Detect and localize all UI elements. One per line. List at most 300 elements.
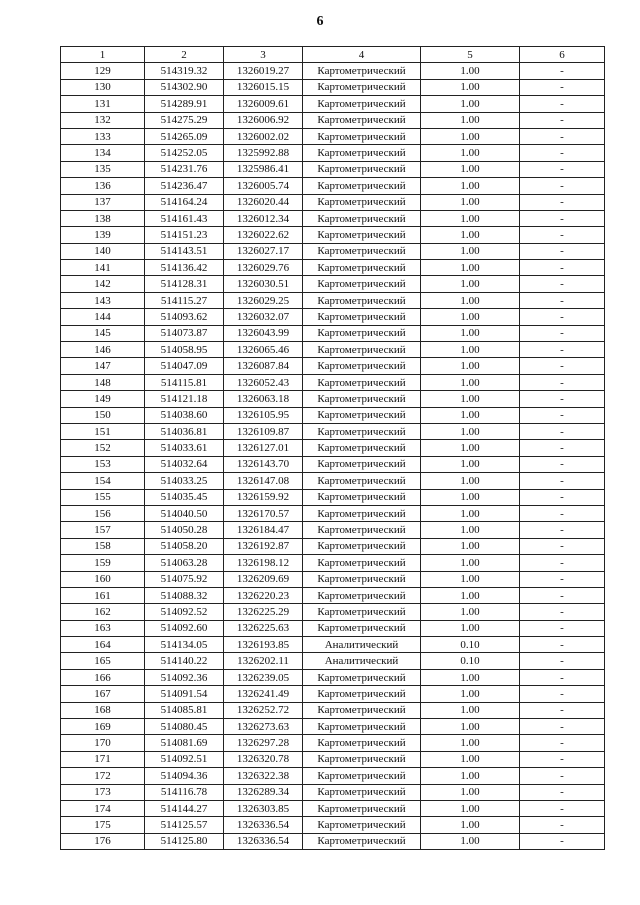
y-coordinate-cell: 1326147.08 [224, 473, 303, 489]
method-cell: Картометрический [303, 423, 421, 439]
note-cell: - [520, 669, 605, 685]
table-row [61, 292, 605, 308]
accuracy-cell: 0.10 [421, 637, 520, 653]
note-cell: - [520, 96, 605, 112]
y-coordinate-cell: 1326015.15 [224, 79, 303, 95]
method-cell: Аналитический [303, 653, 421, 669]
method-cell: Картометрический [303, 391, 421, 407]
note-cell: - [520, 719, 605, 735]
point-number-cell: 155 [61, 489, 145, 505]
point-number-cell: 160 [61, 571, 145, 587]
table-row [61, 440, 605, 456]
table-row [61, 768, 605, 784]
table-row [61, 637, 605, 653]
x-coordinate-cell: 514161.43 [145, 210, 224, 226]
y-coordinate-cell: 1326030.51 [224, 276, 303, 292]
accuracy-cell: 1.00 [421, 391, 520, 407]
method-cell: Картометрический [303, 833, 421, 849]
table-row [61, 79, 605, 95]
note-cell: - [520, 358, 605, 374]
table-row [61, 833, 605, 849]
note-cell: - [520, 309, 605, 325]
accuracy-cell: 1.00 [421, 669, 520, 685]
method-cell: Картометрический [303, 243, 421, 259]
method-cell: Картометрический [303, 325, 421, 341]
x-coordinate-cell: 514047.09 [145, 358, 224, 374]
y-coordinate-cell: 1326202.11 [224, 653, 303, 669]
accuracy-cell: 1.00 [421, 522, 520, 538]
accuracy-cell: 1.00 [421, 374, 520, 390]
x-coordinate-cell: 514125.80 [145, 833, 224, 849]
accuracy-cell: 1.00 [421, 555, 520, 571]
table-row [61, 702, 605, 718]
accuracy-cell: 0.10 [421, 653, 520, 669]
y-coordinate-cell: 1326027.17 [224, 243, 303, 259]
accuracy-cell: 1.00 [421, 473, 520, 489]
note-cell: - [520, 555, 605, 571]
table-row [61, 276, 605, 292]
x-coordinate-cell: 514128.31 [145, 276, 224, 292]
x-coordinate-cell: 514035.45 [145, 489, 224, 505]
accuracy-cell: 1.00 [421, 817, 520, 833]
method-cell: Картометрический [303, 309, 421, 325]
table-row [61, 391, 605, 407]
y-coordinate-cell: 1326143.70 [224, 456, 303, 472]
accuracy-cell: 1.00 [421, 161, 520, 177]
table-row [61, 374, 605, 390]
note-cell: - [520, 735, 605, 751]
y-coordinate-cell: 1326336.54 [224, 817, 303, 833]
method-cell: Картометрический [303, 522, 421, 538]
point-number-cell: 176 [61, 833, 145, 849]
accuracy-cell: 1.00 [421, 260, 520, 276]
y-coordinate-cell: 1326127.01 [224, 440, 303, 456]
accuracy-cell: 1.00 [421, 456, 520, 472]
note-cell: - [520, 112, 605, 128]
table-row [61, 342, 605, 358]
note-cell: - [520, 423, 605, 439]
x-coordinate-cell: 514164.24 [145, 194, 224, 210]
point-number-cell: 171 [61, 751, 145, 767]
method-cell: Картометрический [303, 538, 421, 554]
accuracy-cell: 1.00 [421, 571, 520, 587]
table-row [61, 161, 605, 177]
point-number-cell: 139 [61, 227, 145, 243]
y-coordinate-cell: 1326336.54 [224, 833, 303, 849]
x-coordinate-cell: 514231.76 [145, 161, 224, 177]
method-cell: Картометрический [303, 735, 421, 751]
point-number-cell: 159 [61, 555, 145, 571]
y-coordinate-cell: 1326225.29 [224, 604, 303, 620]
y-coordinate-cell: 1325992.88 [224, 145, 303, 161]
note-cell: - [520, 522, 605, 538]
table-row [61, 63, 605, 79]
y-coordinate-cell: 1326193.85 [224, 637, 303, 653]
y-coordinate-cell: 1326105.95 [224, 407, 303, 423]
method-cell: Картометрический [303, 112, 421, 128]
point-number-cell: 132 [61, 112, 145, 128]
table-row [61, 817, 605, 833]
table-row [61, 128, 605, 144]
point-number-cell: 168 [61, 702, 145, 718]
page-number: 6 [316, 14, 324, 29]
accuracy-cell: 1.00 [421, 751, 520, 767]
accuracy-cell: 1.00 [421, 538, 520, 554]
point-number-cell: 152 [61, 440, 145, 456]
point-number-cell: 148 [61, 374, 145, 390]
note-cell: - [520, 538, 605, 554]
note-cell: - [520, 833, 605, 849]
note-cell: - [520, 243, 605, 259]
table-row [61, 587, 605, 603]
x-coordinate-cell: 514093.62 [145, 309, 224, 325]
x-coordinate-cell: 514058.20 [145, 538, 224, 554]
y-coordinate-cell: 1326012.34 [224, 210, 303, 226]
x-coordinate-cell: 514092.51 [145, 751, 224, 767]
y-coordinate-cell: 1326289.34 [224, 784, 303, 800]
method-cell: Картометрический [303, 178, 421, 194]
y-coordinate-cell: 1326032.07 [224, 309, 303, 325]
y-coordinate-cell: 1326184.47 [224, 522, 303, 538]
x-coordinate-cell: 514116.78 [145, 784, 224, 800]
method-cell: Картометрический [303, 292, 421, 308]
table-row [61, 407, 605, 423]
note-cell: - [520, 128, 605, 144]
x-coordinate-cell: 514319.32 [145, 63, 224, 79]
x-coordinate-cell: 514151.23 [145, 227, 224, 243]
accuracy-cell: 1.00 [421, 194, 520, 210]
y-coordinate-cell: 1326022.62 [224, 227, 303, 243]
note-cell: - [520, 800, 605, 816]
x-coordinate-cell: 514088.32 [145, 587, 224, 603]
y-coordinate-cell: 1326241.49 [224, 686, 303, 702]
note-cell: - [520, 702, 605, 718]
method-cell: Картометрический [303, 227, 421, 243]
table-row [61, 112, 605, 128]
accuracy-cell: 1.00 [421, 735, 520, 751]
note-cell: - [520, 63, 605, 79]
x-coordinate-cell: 514063.28 [145, 555, 224, 571]
method-cell: Картометрический [303, 440, 421, 456]
x-coordinate-cell: 514058.95 [145, 342, 224, 358]
method-cell: Картометрический [303, 342, 421, 358]
note-cell: - [520, 407, 605, 423]
method-cell: Аналитический [303, 637, 421, 653]
method-cell: Картометрический [303, 784, 421, 800]
column-header: 2 [145, 47, 224, 63]
x-coordinate-cell: 514033.61 [145, 440, 224, 456]
table-row [61, 309, 605, 325]
note-cell: - [520, 161, 605, 177]
point-number-cell: 135 [61, 161, 145, 177]
table-row [61, 653, 605, 669]
point-number-cell: 164 [61, 637, 145, 653]
table-row [61, 604, 605, 620]
y-coordinate-cell: 1325986.41 [224, 161, 303, 177]
y-coordinate-cell: 1326297.28 [224, 735, 303, 751]
method-cell: Картометрический [303, 751, 421, 767]
x-coordinate-cell: 514085.81 [145, 702, 224, 718]
accuracy-cell: 1.00 [421, 686, 520, 702]
column-header: 1 [61, 47, 145, 63]
y-coordinate-cell: 1326225.63 [224, 620, 303, 636]
point-number-cell: 162 [61, 604, 145, 620]
x-coordinate-cell: 514289.91 [145, 96, 224, 112]
accuracy-cell: 1.00 [421, 276, 520, 292]
note-cell: - [520, 325, 605, 341]
method-cell: Картометрический [303, 505, 421, 521]
note-cell: - [520, 178, 605, 194]
table-row [61, 571, 605, 587]
point-number-cell: 167 [61, 686, 145, 702]
table-body [61, 63, 605, 850]
table-row [61, 227, 605, 243]
table-row [61, 505, 605, 521]
accuracy-cell: 1.00 [421, 423, 520, 439]
table-row [61, 96, 605, 112]
coordinates-table [60, 46, 605, 850]
y-coordinate-cell: 1326020.44 [224, 194, 303, 210]
x-coordinate-cell: 514038.60 [145, 407, 224, 423]
y-coordinate-cell: 1326209.69 [224, 571, 303, 587]
accuracy-cell: 1.00 [421, 292, 520, 308]
note-cell: - [520, 817, 605, 833]
method-cell: Картометрический [303, 604, 421, 620]
table-row [61, 178, 605, 194]
column-header: 4 [303, 47, 421, 63]
point-number-cell: 150 [61, 407, 145, 423]
point-number-cell: 134 [61, 145, 145, 161]
accuracy-cell: 1.00 [421, 243, 520, 259]
method-cell: Картометрический [303, 473, 421, 489]
note-cell: - [520, 276, 605, 292]
y-coordinate-cell: 1326009.61 [224, 96, 303, 112]
table-row [61, 456, 605, 472]
note-cell: - [520, 374, 605, 390]
y-coordinate-cell: 1326006.92 [224, 112, 303, 128]
y-coordinate-cell: 1326220.23 [224, 587, 303, 603]
method-cell: Картометрический [303, 407, 421, 423]
point-number-cell: 175 [61, 817, 145, 833]
point-number-cell: 157 [61, 522, 145, 538]
y-coordinate-cell: 1326159.92 [224, 489, 303, 505]
point-number-cell: 130 [61, 79, 145, 95]
x-coordinate-cell: 514144.27 [145, 800, 224, 816]
column-header: 3 [224, 47, 303, 63]
x-coordinate-cell: 514091.54 [145, 686, 224, 702]
table-row [61, 423, 605, 439]
accuracy-cell: 1.00 [421, 96, 520, 112]
x-coordinate-cell: 514080.45 [145, 719, 224, 735]
method-cell: Картометрический [303, 79, 421, 95]
y-coordinate-cell: 1326170.57 [224, 505, 303, 521]
accuracy-cell: 1.00 [421, 325, 520, 341]
x-coordinate-cell: 514075.92 [145, 571, 224, 587]
accuracy-cell: 1.00 [421, 833, 520, 849]
accuracy-cell: 1.00 [421, 702, 520, 718]
table-row [61, 243, 605, 259]
point-number-cell: 174 [61, 800, 145, 816]
note-cell: - [520, 768, 605, 784]
method-cell: Картометрический [303, 817, 421, 833]
note-cell: - [520, 391, 605, 407]
y-coordinate-cell: 1326109.87 [224, 423, 303, 439]
note-cell: - [520, 456, 605, 472]
point-number-cell: 147 [61, 358, 145, 374]
accuracy-cell: 1.00 [421, 800, 520, 816]
method-cell: Картометрический [303, 145, 421, 161]
accuracy-cell: 1.00 [421, 145, 520, 161]
x-coordinate-cell: 514121.18 [145, 391, 224, 407]
point-number-cell: 144 [61, 309, 145, 325]
point-number-cell: 149 [61, 391, 145, 407]
point-number-cell: 142 [61, 276, 145, 292]
note-cell: - [520, 227, 605, 243]
note-cell: - [520, 489, 605, 505]
table-row [61, 719, 605, 735]
note-cell: - [520, 79, 605, 95]
table-row [61, 686, 605, 702]
method-cell: Картометрический [303, 63, 421, 79]
method-cell: Картометрический [303, 128, 421, 144]
table-row [61, 473, 605, 489]
method-cell: Картометрический [303, 96, 421, 112]
table-row [61, 260, 605, 276]
x-coordinate-cell: 514033.25 [145, 473, 224, 489]
table-header [61, 47, 605, 63]
method-cell: Картометрический [303, 571, 421, 587]
x-coordinate-cell: 514050.28 [145, 522, 224, 538]
column-header: 5 [421, 47, 520, 63]
method-cell: Картометрический [303, 374, 421, 390]
y-coordinate-cell: 1326029.76 [224, 260, 303, 276]
table-row [61, 358, 605, 374]
accuracy-cell: 1.00 [421, 63, 520, 79]
x-coordinate-cell: 514302.90 [145, 79, 224, 95]
y-coordinate-cell: 1326002.02 [224, 128, 303, 144]
table-row [61, 735, 605, 751]
x-coordinate-cell: 514092.52 [145, 604, 224, 620]
method-cell: Картометрический [303, 276, 421, 292]
accuracy-cell: 1.00 [421, 128, 520, 144]
x-coordinate-cell: 514252.05 [145, 145, 224, 161]
accuracy-cell: 1.00 [421, 227, 520, 243]
x-coordinate-cell: 514265.09 [145, 128, 224, 144]
point-number-cell: 129 [61, 63, 145, 79]
point-number-cell: 143 [61, 292, 145, 308]
method-cell: Картометрический [303, 800, 421, 816]
point-number-cell: 166 [61, 669, 145, 685]
y-coordinate-cell: 1326192.87 [224, 538, 303, 554]
header-row [61, 47, 605, 63]
method-cell: Картометрический [303, 194, 421, 210]
y-coordinate-cell: 1326252.72 [224, 702, 303, 718]
accuracy-cell: 1.00 [421, 604, 520, 620]
x-coordinate-cell: 514115.81 [145, 374, 224, 390]
point-number-cell: 153 [61, 456, 145, 472]
accuracy-cell: 1.00 [421, 489, 520, 505]
method-cell: Картометрический [303, 719, 421, 735]
accuracy-cell: 1.00 [421, 79, 520, 95]
note-cell: - [520, 604, 605, 620]
table-row [61, 522, 605, 538]
y-coordinate-cell: 1326198.12 [224, 555, 303, 571]
y-coordinate-cell: 1326320.78 [224, 751, 303, 767]
point-number-cell: 138 [61, 210, 145, 226]
accuracy-cell: 1.00 [421, 784, 520, 800]
x-coordinate-cell: 514081.69 [145, 735, 224, 751]
accuracy-cell: 1.00 [421, 178, 520, 194]
accuracy-cell: 1.00 [421, 358, 520, 374]
table-row [61, 784, 605, 800]
note-cell: - [520, 587, 605, 603]
point-number-cell: 169 [61, 719, 145, 735]
accuracy-cell: 1.00 [421, 768, 520, 784]
method-cell: Картометрический [303, 686, 421, 702]
point-number-cell: 140 [61, 243, 145, 259]
note-cell: - [520, 342, 605, 358]
point-number-cell: 131 [61, 96, 145, 112]
method-cell: Картометрический [303, 161, 421, 177]
x-coordinate-cell: 514125.57 [145, 817, 224, 833]
point-number-cell: 141 [61, 260, 145, 276]
note-cell: - [520, 210, 605, 226]
point-number-cell: 136 [61, 178, 145, 194]
y-coordinate-cell: 1326063.18 [224, 391, 303, 407]
note-cell: - [520, 571, 605, 587]
method-cell: Картометрический [303, 555, 421, 571]
method-cell: Картометрический [303, 456, 421, 472]
x-coordinate-cell: 514092.36 [145, 669, 224, 685]
accuracy-cell: 1.00 [421, 309, 520, 325]
y-coordinate-cell: 1326322.38 [224, 768, 303, 784]
point-number-cell: 133 [61, 128, 145, 144]
method-cell: Картометрический [303, 489, 421, 505]
accuracy-cell: 1.00 [421, 342, 520, 358]
x-coordinate-cell: 514094.36 [145, 768, 224, 784]
note-cell: - [520, 260, 605, 276]
x-coordinate-cell: 514134.05 [145, 637, 224, 653]
note-cell: - [520, 145, 605, 161]
point-number-cell: 137 [61, 194, 145, 210]
y-coordinate-cell: 1326065.46 [224, 342, 303, 358]
accuracy-cell: 1.00 [421, 719, 520, 735]
method-cell: Картометрический [303, 210, 421, 226]
x-coordinate-cell: 514275.29 [145, 112, 224, 128]
x-coordinate-cell: 514143.51 [145, 243, 224, 259]
accuracy-cell: 1.00 [421, 440, 520, 456]
table-row [61, 555, 605, 571]
table-row [61, 538, 605, 554]
accuracy-cell: 1.00 [421, 620, 520, 636]
column-header: 6 [520, 47, 605, 63]
note-cell: - [520, 751, 605, 767]
method-cell: Картометрический [303, 587, 421, 603]
y-coordinate-cell: 1326239.05 [224, 669, 303, 685]
note-cell: - [520, 620, 605, 636]
method-cell: Картометрический [303, 260, 421, 276]
note-cell: - [520, 686, 605, 702]
table-row [61, 620, 605, 636]
method-cell: Картометрический [303, 620, 421, 636]
point-number-cell: 163 [61, 620, 145, 636]
x-coordinate-cell: 514040.50 [145, 505, 224, 521]
table-row [61, 751, 605, 767]
point-number-cell: 161 [61, 587, 145, 603]
accuracy-cell: 1.00 [421, 112, 520, 128]
x-coordinate-cell: 514073.87 [145, 325, 224, 341]
accuracy-cell: 1.00 [421, 587, 520, 603]
